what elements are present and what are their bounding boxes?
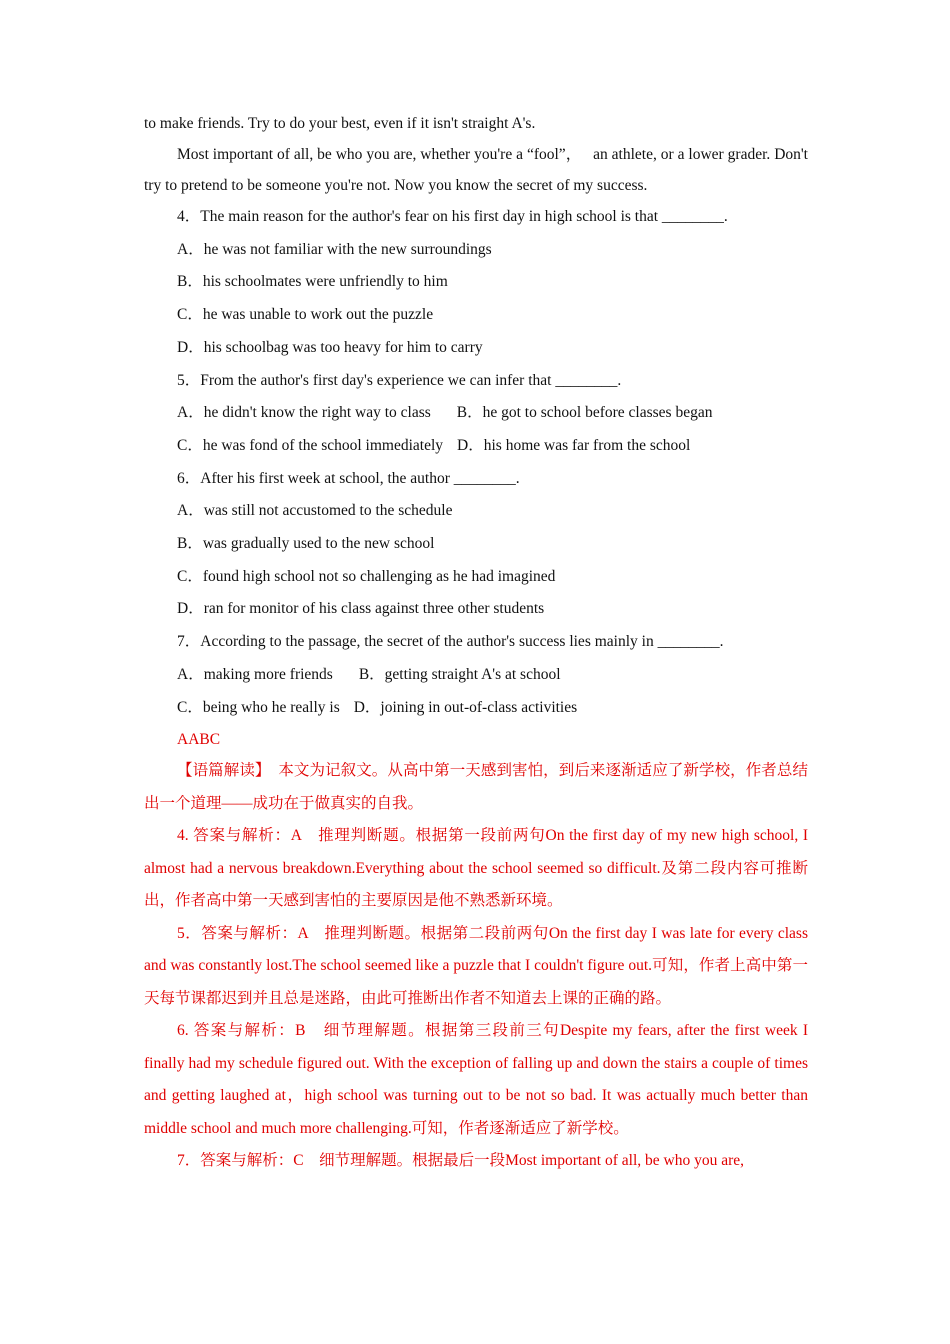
option: C．being who he really is — [177, 698, 340, 716]
analysis-item: 4. 答案与解析：A 推理判断题。根据第一段前两句On the first day of my new high school, I almost had a nervous breakdown.Everything about the school seemed so difficult.及第二段内容可推断出，作者高中第一天感到害怕的主要原因是他不熟悉新环境。 — [144, 827, 808, 910]
passage-summary — [144, 755, 808, 820]
option: A．was still not accustomed to the schedule — [177, 502, 453, 520]
option: B．he got to school before classes began — [456, 404, 713, 422]
option: A．he didn't know the right way to class — [177, 404, 431, 422]
option-row — [144, 692, 808, 725]
option: D．ran for monitor of his class against three other students — [177, 600, 545, 618]
analysis-item: 6. 答案与解析：B 细节理解题。根据第三段前三句Despite my fears, after the first week I finally had my schedule figured out. With the exception of falling up and down the stairs a couple of times and getting laughed at，high school was turning out to be not so bad. It was actually much better than middle school and much more challenging.可知，作者逐渐适应了新学校。 — [144, 1022, 808, 1137]
option: B．his schoolmates were unfriendly to him — [177, 273, 448, 291]
option-row — [144, 659, 808, 692]
answer-key: AABC — [177, 731, 221, 749]
option: D．his home was far from the school — [457, 436, 691, 454]
analysis-item: 5．答案与解析：A 推理判断题。根据第二段前两句On the first day I was late for every class and was constantly lost.The school seemed like a puzzle that I couldn't figure out.可知，作者上高中第一天每节课都迟到并且总是迷路，由此可推断出作者不知道去上课的正确的路。 — [144, 924, 808, 1007]
option: A．making more friends — [177, 665, 333, 683]
option: C．he was unable to work out the puzzle — [177, 306, 434, 324]
option: D．his schoolbag was too heavy for him to carry — [177, 338, 483, 356]
option: C．he was fond of the school immediately — [177, 436, 444, 454]
document-page — [144, 108, 808, 1178]
option: A．he was not familiar with the new surroundings — [177, 240, 492, 258]
question-stem: 7．According to the passage, the secret of the author's success lies mainly in ________. — [177, 633, 724, 651]
summary-text: 本文为记叙文。从高中第一天感到害怕，到后来逐渐适应了新学校，作者总结出一个道理——成功在于做真实的自我。 — [144, 762, 808, 812]
passage-final-paragraph: Most important of all, be who you are, whether you're a “fool”， an athlete, or a lower grader. Don't try to pretend to be someone you're not. Now you know the secret of my success. — [144, 146, 808, 194]
option: B．getting straight A's at school — [358, 665, 561, 683]
option: D．joining in out-of-class activities — [353, 698, 578, 716]
option-row — [144, 430, 808, 463]
question-stem: 6．After his first week at school, the author ________. — [177, 469, 520, 487]
question-stem: 5．From the author's first day's experience we can infer that ________. — [177, 371, 622, 389]
summary-label: 【语篇解读】 — [177, 762, 263, 780]
option: C．found high school not so challenging as he had imagined — [177, 567, 556, 585]
question-stem: 4．The main reason for the author's fear on his first day in high school is that ________. — [177, 208, 728, 225]
analysis-item: 7．答案与解析：C 细节理解题。根据最后一段Most important of all, be who you are, — [177, 1152, 745, 1170]
option: B．was gradually used to the new school — [177, 535, 435, 553]
option-row — [144, 397, 808, 430]
passage-continuation: to make friends. Try to do your best, even if it isn't straight A's. — [144, 115, 536, 132]
